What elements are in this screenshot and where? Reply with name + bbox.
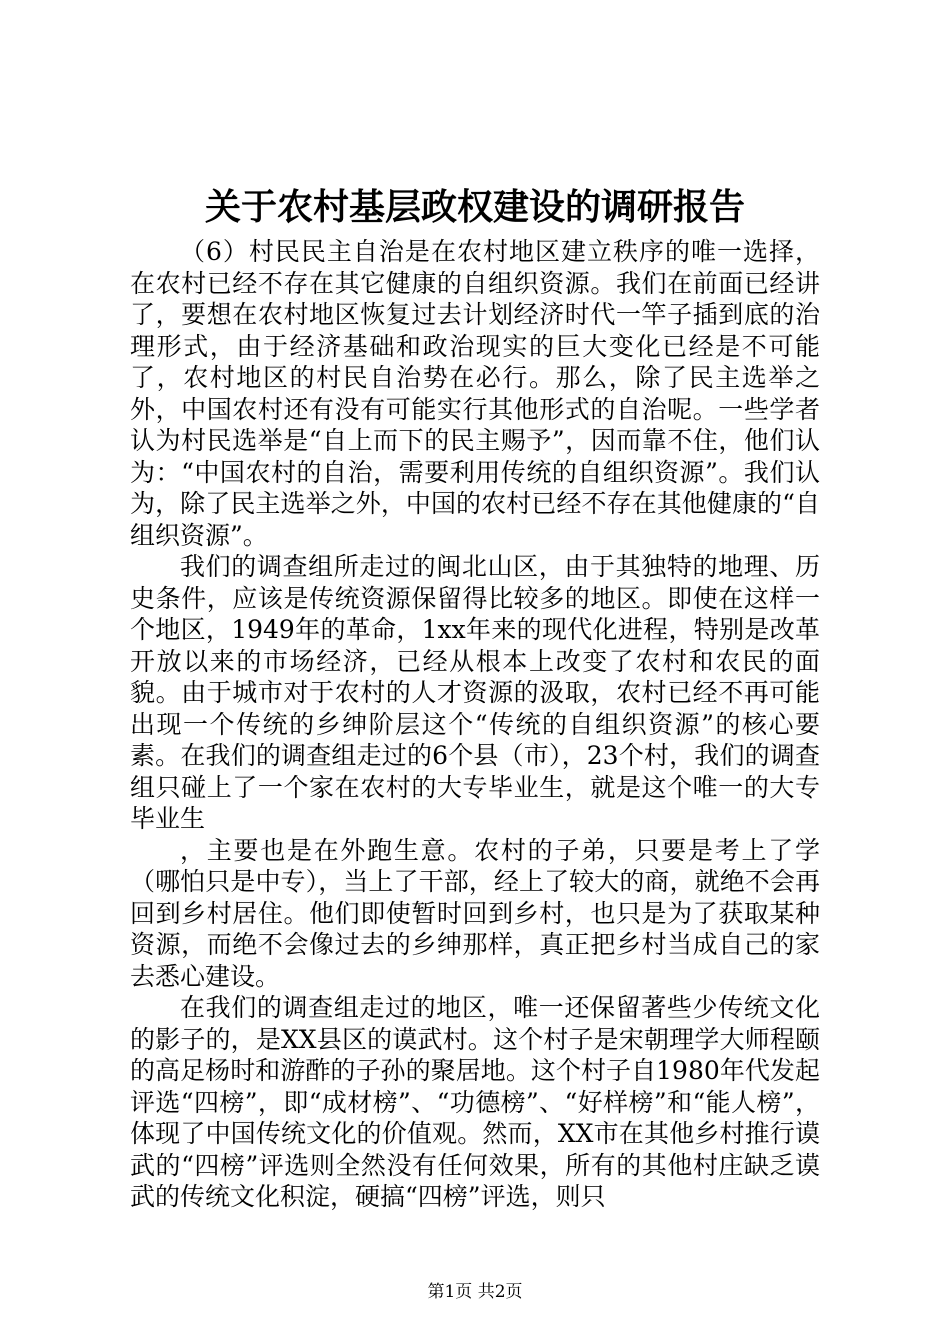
document-body xyxy=(130,236,820,1213)
paragraph: 我们的调查组所走过的闽北山区，由于其独特的地理、历史条件，应该是传统资源保留得比较多的地区。即使在这样一个地区，1949年的革命，1xx年来的现代化进程，特别是改革开放以来的市场经济，已经从根本上改变了农村和农民的面貌。由于城市对于农村的人才资源的汲取，农村已经不再可能出现一个传统的乡绅阶层这个“传统的自组织资源”的核心要素。在我们的调查组走过的6个县（市），23个村，我们的调查组只碰上了一个家在农村的大专毕业生，就是这个唯一的大专毕业生 xyxy=(130,552,820,833)
paragraph: 在我们的调查组走过的地区，唯一还保留著些少传统文化的影子的，是XX县区的谟武村。这个村子是宋朝理学大师程颐的高足杨时和游酢的子孙的聚居地。这个村子自1980年代发起评选“四榜”，即“成材榜”、“功德榜”、“好样榜”和“能人榜”，体现了中国传统文化的价值观。然而，XX市在其他乡村推行谟武的“四榜”评选则全然没有任何效果，所有的其他村庄缺乏谟武的传统文化积淀，硬搞“四榜”评选，则只 xyxy=(130,993,820,1211)
paragraph: （6）村民民主自治是在农村地区建立秩序的唯一选择，在农村已经不存在其它健康的自组织资源。我们在前面已经讲了，要想在农村地区恢复过去计划经济时代一竿子插到底的治理形式，由于经济基础和政治现实的巨大变化已经是不可能了，农村地区的村民自治势在必行。那么，除了民主选举之外，中国农村还有没有可能实行其他形式的自治呢。一些学者认为村民选举是“自上而下的民主赐予”，因而靠不住，他们认为：“中国农村的自治，需要利用传统的自组织资源”。我们认为，除了民主选举之外，中国的农村已经不存在其他健康的“自组织资源”。 xyxy=(130,237,820,550)
document-title: 关于农村基层政权建设的调研报告 xyxy=(204,186,745,228)
paragraph: ，主要也是在外跑生意。农村的子弟，只要是考上了学（哪怕只是中专），当上了干部，经上了较大的商，就绝不会再回到乡村居住。他们即使暂时回到乡村，也只是为了获取某种资源，而绝不会像过去的乡绅那样，真正把乡村当成自己的家去悉心建设。 xyxy=(130,835,820,991)
page-number-footer: 第1页 共2页 xyxy=(427,1282,523,1302)
